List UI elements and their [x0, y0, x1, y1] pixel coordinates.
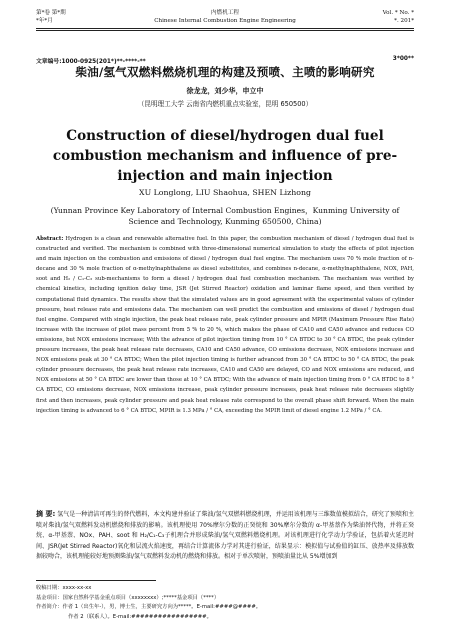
article-number: 文章编号:1000-0925(201*)**-****-** — [36, 59, 146, 65]
chinese-title: 柴油/氢气双燃料燃烧机理的构建及预喷、主喷的影响研究 — [75, 65, 375, 79]
funding: 基金项目：国家自然科学基金重点项目（xxxxxxxx）;*****基金项目（****） — [36, 594, 220, 601]
corresponding-author: 作者 2（联系人）。E-mail:#################。 — [68, 613, 212, 620]
footnotes — [36, 584, 414, 622]
volume-number-en: Vol. * No. * — [382, 10, 414, 16]
received-date: 收稿日期：xxxx-xx-xx — [36, 585, 92, 591]
abstract-label: Abstract: — [36, 236, 64, 242]
year-month: *年*月 — [36, 18, 53, 24]
english-authors: XU Longlong, LIU Shaohua, SHEN Lizhong — [139, 188, 311, 197]
publication-date-en: *. 201* — [394, 18, 414, 24]
author-bio: 作者简介：作者 1（出生年-），男，博士生，主要研究方向为*****。E-mail:####@####。 — [36, 604, 262, 611]
chinese-affiliation: （昆明理工大学 云南省内燃机重点实验室，昆明 650500） — [137, 100, 313, 108]
journal-name-zh: 内燃机工程 — [211, 10, 239, 16]
english-abstract — [36, 234, 414, 416]
english-affiliation: (Yunnan Province Key Laboratory of Internal Combustion Engines，Kunming University of Science and Technology, Kunming 650500, China) — [50, 206, 400, 226]
chinese-abstract-text: 氢气是一种清洁可再生的替代燃料，本文构建并验证了柴油/氢气双燃料燃烧机理，并运用该机理与三维数值模拟结合，研究了预喷和主喷对柴油/氢气双燃料发动机燃烧和排放的影响。该机理使用 70%摩尔分数的正癸烷和 30%摩尔分数的 α-甲基萘作为柴油替代物，并将正癸烷、α-甲基萘、NOx、PAH、soot 和 H₂/C₁-C₃子机理合并形成柴油/氢气双燃料燃烧机理。对该机理进行化学动力学验证，包括着火延迟时间、JSR(Jet Stirred Reactor)氧化和层流火焰速度，再结合计算流体力学对其进行验证，结果显示：模拟值与试验值的缸压、放热率及排放数据较吻合，该机理能较好地预测柴油/氢气双燃料发动机的燃烧和排放。相对于单次喷射，预喷油量比从 5%增加到 — [36, 511, 414, 561]
page-number: 3*00** — [392, 56, 414, 62]
journal-name-en: Chinese Internal Combustion Engine Engineering — [154, 18, 296, 24]
chinese-authors: 徐龙龙，刘少华，申立中 — [186, 87, 264, 95]
header-rule-thin — [36, 30, 414, 31]
chinese-abstract-label: 摘 要: — [36, 510, 56, 518]
running-header — [36, 9, 414, 33]
volume-issue: 第*卷 第*期 — [36, 10, 66, 16]
chinese-abstract — [36, 509, 414, 563]
header-center — [36, 9, 414, 25]
header-right — [383, 9, 414, 25]
header-rule-thick — [36, 28, 414, 29]
english-title: Construction of diesel/hydrogen dual fuel combustion mechanism and influence of pre-injection and main injection — [52, 128, 398, 184]
footnote-rule — [36, 580, 156, 581]
abstract-text: Hydrogen is a clean and renewable alternative fuel. In this paper, the combustion mechanism of diesel / hydrogen dual fuel is constructed and verified. The mechanism is combined with three-dimensional numerical simulation to study the effects of pilot injection and main injection on the combustion and emissions of diesel / hydrogen dual fuel engine. The mechanism uses 70 % mole fraction of n-decane and 30 % mole fraction of α-methylnaphthalene as diesel substitutes, and combines n-decane, α-methylnaphthalene, NOX, PAH, soot and H₂ / C₁-C₃ sub-mechanisms to form a diesel / hydrogen dual fuel combustion mechanism. The mechanism was verified by chemical kinetics, including ignition delay time, JSR (Jet Stirred Reactor) oxidation and laminar flame speed, and then verified by computational fluid dynamics. The results show that the simulated values are in good agreement with the experimental values of cylinder pressure, heat release rate and emissions data. The mechanism can well predict the combustion and emissions of diesel / hydrogen dual fuel engine. Compared with single injection, the peak heat release rate, peak cylinder pressure and MPIR (Maximum Pressure Rise Rate) increase with the increase of pilot mass percent from 5 % to 20 %, which makes the phase of CA10 and CA50 advance and reduces CO emissions, but NOX emissions increase; With the advance of pilot injection timing from 10 ° CA BTDC to 30 ° CA BTDC, the peak cylinder pressure increases, the peak heat release rate decreases, CA10 and CA50 advance, CO emissions decrease, NOX emissions increase and NOX emissions peak at 30 ° CA BTDC; When the pilot injection timing is further advanced from 30 ° CA BTDC to 50 ° CA BTDC, the peak cylinder pressure decreases, the peak heat release rate increases, CA10 and CA50 are delayed, CO and NOX emissions are reduced, and NOX emissions at 50 ° CA BTDC are lower than those at 10 ° CA BTDC; With the advance of main injection timing from 0 ° CA BTDC to 8 ° CA BTDC, CO emissions decrease, NOX emissions increase, peak cylinder pressure increases, peak heat release rate decreases slightly first and then increases, peak cylinder pressure and peak heat release rate correspond to the overall phase shift forward. When the main injection timing is advanced to 6 ° CA BTDC, MPIR is 1.3 MPa / ° CA, exceeding the MPIR limit of diesel engine 1.2 MPa / ° CA. — [36, 236, 414, 414]
